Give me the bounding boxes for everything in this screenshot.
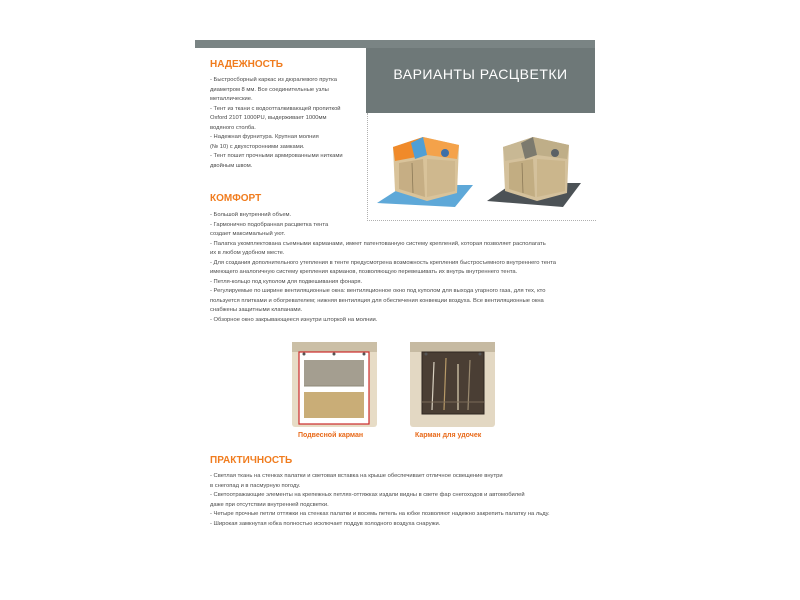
- practicality-title: ПРАКТИЧНОСТЬ: [210, 455, 293, 466]
- text-line: создает максимальный уют.: [210, 231, 286, 237]
- text-line: - Петля-кольцо под куполом для подвешивания фонаря.: [210, 278, 363, 285]
- text-line: - Гармонично подобранная расцветка тента: [210, 221, 329, 228]
- fishing-rod-pocket-caption: Карман для удочек: [415, 432, 482, 439]
- comfort-title: КОМФОРТ: [210, 193, 262, 204]
- text-line: снабжены защитными клапанами.: [210, 307, 303, 313]
- comfort-text: [210, 211, 556, 325]
- text-line: двойным швом.: [210, 162, 253, 169]
- text-line: в снегопад и в пасмурную погоду.: [210, 482, 301, 489]
- text-line: имеющего аналогичную систему крепления карманов, позволяющую перевешивать их внутрь внутреннего тента.: [210, 269, 518, 275]
- text-line: - Тент пошит прочными армированными нитками: [210, 153, 343, 159]
- beige-gray-tent-image: [485, 125, 585, 210]
- hanging-pocket-caption: Подвесной карман: [298, 432, 364, 439]
- text-line: их в любом удобном месте.: [210, 250, 285, 256]
- text-line: - Быстросборный каркас из дюралевого прутка: [210, 77, 337, 83]
- color-variants-header: [366, 48, 595, 113]
- text-line: - Для создания дополнительного утепления в тенте предусмотрена возможность крепления быстросъемного внутреннего тента: [210, 259, 556, 266]
- reliability-text: [210, 76, 343, 171]
- reliability-title: НАДЕЖНОСТЬ: [210, 59, 283, 70]
- hanging-pocket-image: [292, 342, 377, 427]
- text-line: - Тент из ткани с водоотталкивающей пропиткой: [210, 105, 341, 112]
- text-line: пользуется плитками и обогревателем; нижняя вентиляция для обеспечения конвекции воздуха. Все вентиляционные окна: [210, 297, 544, 304]
- text-line: - Широкая замкнутая юбка полностью исключает поддув холодного воздуха снаружи.: [210, 520, 441, 527]
- color-variants-title: ВАРИАНТЫ РАСЦВЕТКИ: [393, 66, 568, 82]
- header-bar: [195, 40, 595, 48]
- text-line: водяного столба.: [210, 124, 256, 131]
- text-line: - Палатка укомплектована съемными карманами, имеет патентованную систему креплений, которая позволяет располагать: [210, 240, 546, 247]
- text-line: - Светоотражающие элементы на крепежных петлях-оттяжках издали видны в свете фар снегоходов и автомобилей: [210, 492, 525, 498]
- text-line: (№ 10) с двухсторонними замками.: [210, 143, 305, 150]
- orange-blue-tent-image: [375, 125, 475, 210]
- text-line: - Надежная фурнитура. Крупная молния: [210, 134, 319, 140]
- text-line: Oxford 210T 1000PU, выдерживает 1000мм: [210, 115, 327, 121]
- fishing-rod-pocket-image: [410, 342, 495, 427]
- text-line: - Четыре прочные петли оттяжки на стенках палатки и восемь петель на юбке позволяют надежно закрепить палатку на льду.: [210, 511, 550, 517]
- practicality-text: [210, 472, 550, 529]
- text-line: даже при отсутствии внутренней подсветки.: [210, 501, 329, 508]
- text-line: - Светлая ткань на стенках палатки и световая вставка на крыше обеспечивает отличное освещение внутри: [210, 473, 503, 479]
- text-line: - Регулируемые по ширине вентиляционные окна: вентиляционное окно под куполом для выхода угарного газа, для тех, кто: [210, 288, 546, 294]
- text-line: диаметром 8 мм. Все соединительные узлы: [210, 86, 329, 93]
- text-line: - Обзорное окно закрывающееся изнутри шторкой на молнии.: [210, 316, 378, 323]
- text-line: металлические.: [210, 96, 253, 102]
- text-line: - Большой внутренний объем.: [210, 212, 292, 218]
